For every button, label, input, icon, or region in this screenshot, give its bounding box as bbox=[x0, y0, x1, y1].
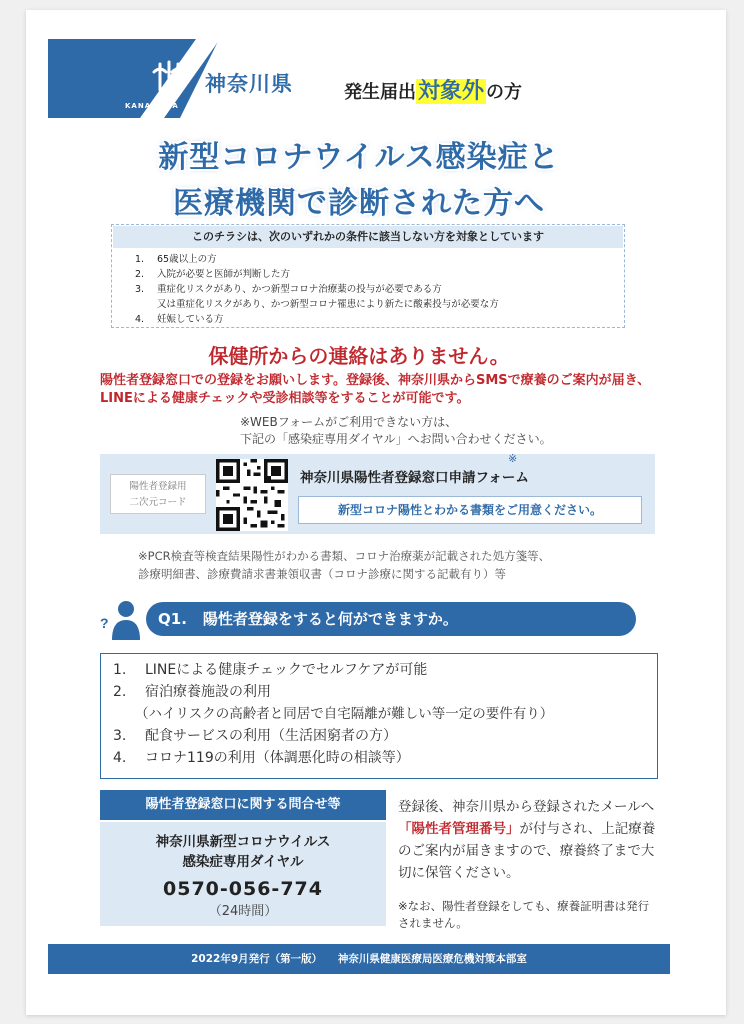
answer-item: 1. LINEによる健康チェックでセルフケアが可能 bbox=[113, 662, 428, 678]
documents-note: ※PCR検査等検査結果陽性がわかる書類、コロナ治療薬が記載された処方箋等、 診療明細書、診療費請求書兼領収書（コロナ診療に関する記載有り）等 bbox=[138, 549, 551, 581]
q1-heading: Q1. 陽性者登録をすると何ができますか。 bbox=[146, 602, 636, 636]
contact-hours: （24時間） bbox=[208, 904, 278, 919]
pref-romaji: KANAGAWA bbox=[125, 102, 179, 110]
no-contact-heading: 保健所からの連絡はありません。 bbox=[208, 344, 510, 368]
footer-bar: 2022年9月発行（第一版） 神奈川県健康医療局医療危機対策本部室 bbox=[48, 944, 670, 974]
certificate-note: ※なお、陽性者登録をしても、療養証明書は発行されません。 bbox=[398, 899, 650, 930]
contact-phone-number[interactable]: 0570-056-774 bbox=[163, 878, 323, 900]
form-title-note-mark: ※ bbox=[508, 452, 518, 465]
answer-item: 4. コロナ119の利用（体調悪化時の相談等） bbox=[113, 750, 410, 766]
condition-item: 3. 重症化リスクがあり、かつ新型コロナ治療薬の投与が必要である方 bbox=[135, 284, 442, 295]
target-notice: 発生届出対象外 の方 bbox=[344, 79, 523, 104]
pref-name: 神奈川県 bbox=[205, 72, 293, 96]
web-form-note: ※WEBフォームがご利用できない方は、 下記の「感染症専用ダイヤル」へお問い合わせください。 bbox=[240, 415, 552, 446]
svg-text:?: ? bbox=[100, 615, 109, 631]
conditions-heading: このチラシは、次のいずれかの条件に該当しない方を対象としています bbox=[113, 226, 623, 248]
page-title-line2: 医療機関で診断された方へ bbox=[173, 186, 545, 221]
contact-name: 神奈川県新型コロナウイルス 感染症専用ダイヤル bbox=[155, 834, 331, 870]
qr-code-icon[interactable] bbox=[214, 459, 290, 531]
condition-item: 2. 入院が必要と医師が判断した方 bbox=[135, 269, 291, 280]
condition-item: 1. 65歳以上の方 bbox=[135, 254, 217, 265]
answer-item-detail: （ハイリスクの高齢者と同居で自宅隔離が難しい等一定の要件有り） bbox=[135, 706, 554, 722]
prepare-documents-note: 新型コロナ陽性とわかる書類をご用意ください。 bbox=[298, 496, 642, 524]
kanagawa-emblem-icon bbox=[150, 58, 188, 96]
page-title-line1: 新型コロナウイルス感染症と bbox=[158, 140, 560, 175]
answers-list bbox=[100, 653, 658, 779]
contact-box bbox=[100, 822, 386, 926]
conditions-list bbox=[135, 252, 499, 327]
registration-form-title[interactable]: 神奈川県陽性者登録窓口申請フォーム bbox=[300, 470, 529, 486]
register-message: 陽性者登録窓口での登録をお願いします。登録後、神奈川県からSMSで療養のご案内が届き、LINEによる健康チェックや受診相談等をすることが可能です。 bbox=[100, 373, 651, 406]
condition-item: 4. 妊娠している方 bbox=[135, 314, 224, 325]
condition-item: 又は重症化リスクがあり、かつ新型コロナ罹患により新たに酸素投与が必要な方 bbox=[157, 299, 499, 310]
target-notice-highlight: 対象外 bbox=[418, 79, 485, 104]
person-question-icon bbox=[100, 598, 146, 640]
qr-label: 陽性者登録用 二次元コード bbox=[110, 474, 206, 514]
after-registration-message: 登録後、神奈川県から登録されたメールへ「陽性者管理番号」が付与され、上記療養のご案内が届きますので、療養終了まで大切に保管ください。 bbox=[398, 799, 656, 881]
contact-heading: 陽性者登録窓口に関する問合せ等 bbox=[100, 790, 386, 820]
management-number-highlight: 「陽性者管理番号」 bbox=[398, 821, 520, 837]
answer-item: 3. 配食サービスの利用（生活困窮者の方） bbox=[113, 728, 397, 744]
answer-item: 2. 宿泊療養施設の利用 bbox=[113, 684, 271, 700]
